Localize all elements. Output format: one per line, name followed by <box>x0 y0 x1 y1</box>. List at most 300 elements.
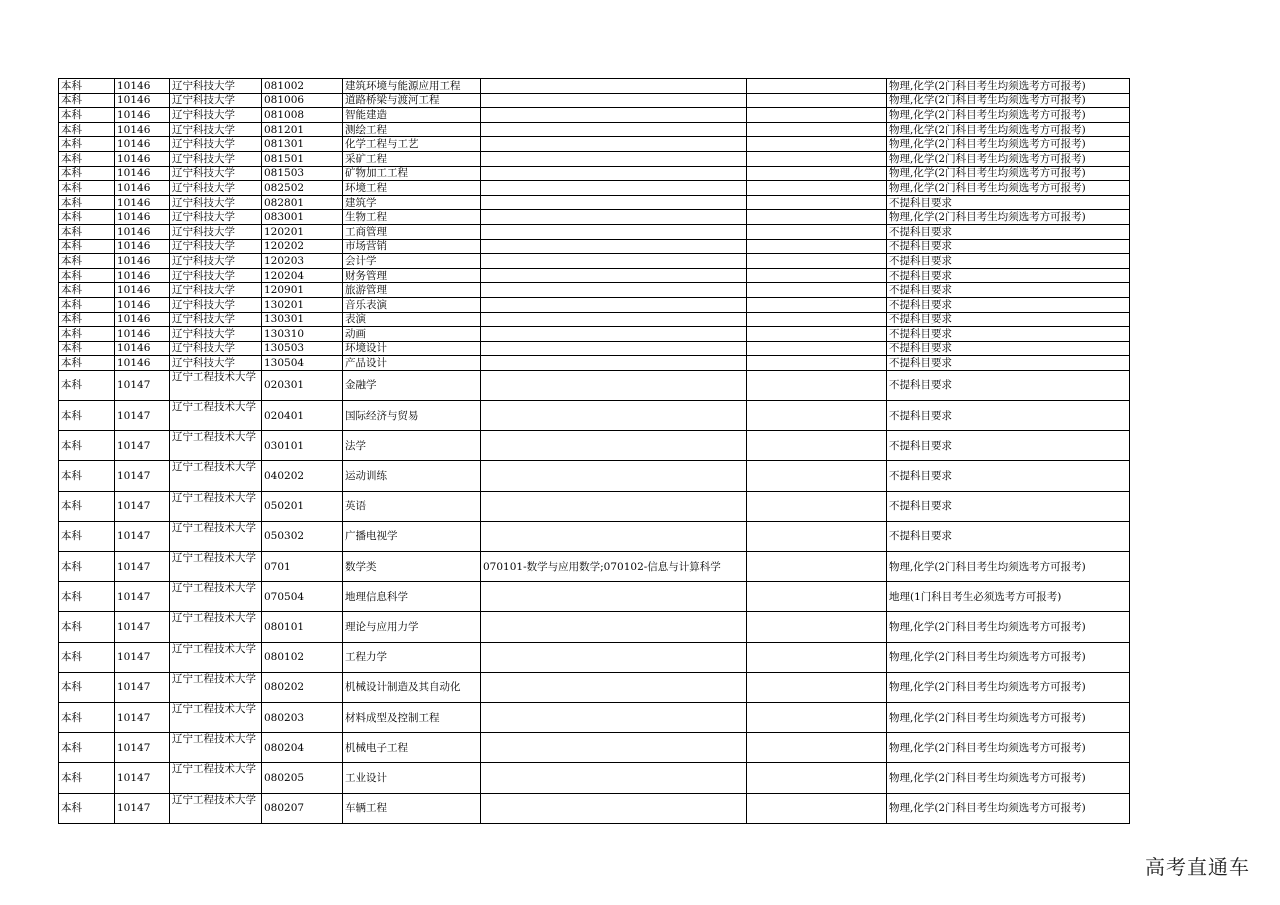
cell-school-name: 辽宁工程技术大学 <box>170 521 262 551</box>
cell-school-code: 10147 <box>115 582 170 612</box>
cell-note <box>747 702 887 732</box>
cell-school-code: 10147 <box>115 612 170 642</box>
cell-level: 本科 <box>59 210 115 225</box>
cell-school-name: 辽宁科技大学 <box>170 195 262 210</box>
cell-school-name: 辽宁科技大学 <box>170 327 262 342</box>
cell-subject-requirement: 物理,化学(2门科目考生均须选考方可报考) <box>887 108 1130 123</box>
cell-subject-requirement: 物理,化学(2门科目考生均须选考方可报考) <box>887 166 1130 181</box>
table-row <box>59 702 1130 732</box>
cell-school-code: 10147 <box>115 521 170 551</box>
cell-school-code: 10146 <box>115 341 170 356</box>
cell-level: 本科 <box>59 312 115 327</box>
cell-included-majors <box>481 79 747 94</box>
watermark-text: 高考直通车 <box>1145 855 1250 879</box>
cell-major-code: 130504 <box>262 356 343 371</box>
cell-subject-requirement: 物理,化学(2门科目考生均须选考方可报考) <box>887 122 1130 137</box>
cell-subject-requirement: 物理,化学(2门科目考生均须选考方可报考) <box>887 210 1130 225</box>
cell-subject-requirement: 不提科目要求 <box>887 254 1130 269</box>
cell-major-name: 法学 <box>343 431 481 461</box>
cell-included-majors <box>481 166 747 181</box>
cell-major-code: 130301 <box>262 312 343 327</box>
cell-major-name: 矿物加工工程 <box>343 166 481 181</box>
cell-major-name: 工业设计 <box>343 763 481 793</box>
cell-school-code: 10147 <box>115 370 170 400</box>
cell-school-code: 10146 <box>115 79 170 94</box>
cell-school-name: 辽宁科技大学 <box>170 356 262 371</box>
cell-included-majors <box>481 763 747 793</box>
cell-major-name: 财务管理 <box>343 268 481 283</box>
cell-school-code: 10147 <box>115 733 170 763</box>
cell-level: 本科 <box>59 370 115 400</box>
cell-school-code: 10147 <box>115 672 170 702</box>
cell-major-code: 081201 <box>262 122 343 137</box>
table-row <box>59 210 1130 225</box>
cell-major-name: 化学工程与工艺 <box>343 137 481 152</box>
cell-major-code: 050201 <box>262 491 343 521</box>
table-row <box>59 181 1130 196</box>
table-row <box>59 239 1130 254</box>
cell-major-name: 数学类 <box>343 552 481 582</box>
cell-major-code: 083001 <box>262 210 343 225</box>
cell-major-name: 理论与应用力学 <box>343 612 481 642</box>
cell-school-name: 辽宁工程技术大学 <box>170 733 262 763</box>
cell-included-majors <box>481 733 747 763</box>
cell-included-majors <box>481 108 747 123</box>
table-row <box>59 521 1130 551</box>
cell-major-code: 120901 <box>262 283 343 298</box>
table-row <box>59 642 1130 672</box>
cell-school-name: 辽宁工程技术大学 <box>170 763 262 793</box>
cell-level: 本科 <box>59 108 115 123</box>
table-row <box>59 461 1130 491</box>
cell-subject-requirement: 不提科目要求 <box>887 283 1130 298</box>
cell-major-name: 产品设计 <box>343 356 481 371</box>
cell-subject-requirement: 不提科目要求 <box>887 239 1130 254</box>
cell-major-code: 120202 <box>262 239 343 254</box>
cell-level: 本科 <box>59 672 115 702</box>
cell-major-name: 环境工程 <box>343 181 481 196</box>
cell-major-code: 080207 <box>262 793 343 823</box>
cell-level: 本科 <box>59 93 115 108</box>
table-row <box>59 151 1130 166</box>
cell-school-name: 辽宁科技大学 <box>170 181 262 196</box>
cell-major-name: 环境设计 <box>343 341 481 356</box>
cell-school-code: 10147 <box>115 793 170 823</box>
cell-subject-requirement: 不提科目要求 <box>887 521 1130 551</box>
cell-level: 本科 <box>59 283 115 298</box>
table-row <box>59 612 1130 642</box>
cell-subject-requirement: 不提科目要求 <box>887 224 1130 239</box>
table-row <box>59 356 1130 371</box>
cell-major-code: 070504 <box>262 582 343 612</box>
cell-school-code: 10146 <box>115 254 170 269</box>
cell-school-code: 10146 <box>115 268 170 283</box>
cell-level: 本科 <box>59 137 115 152</box>
cell-subject-requirement: 不提科目要求 <box>887 356 1130 371</box>
cell-school-name: 辽宁科技大学 <box>170 79 262 94</box>
cell-level: 本科 <box>59 702 115 732</box>
cell-note <box>747 370 887 400</box>
cell-included-majors <box>481 672 747 702</box>
cell-major-code: 080204 <box>262 733 343 763</box>
cell-major-code: 081301 <box>262 137 343 152</box>
cell-school-name: 辽宁科技大学 <box>170 312 262 327</box>
cell-school-code: 10146 <box>115 122 170 137</box>
cell-major-name: 建筑学 <box>343 195 481 210</box>
table-row <box>59 370 1130 400</box>
cell-level: 本科 <box>59 79 115 94</box>
cell-school-name: 辽宁工程技术大学 <box>170 672 262 702</box>
cell-major-name: 材料成型及控制工程 <box>343 702 481 732</box>
cell-school-code: 10146 <box>115 137 170 152</box>
cell-included-majors <box>481 224 747 239</box>
cell-level: 本科 <box>59 341 115 356</box>
cell-school-name: 辽宁科技大学 <box>170 93 262 108</box>
cell-level: 本科 <box>59 642 115 672</box>
cell-included-majors <box>481 137 747 152</box>
cell-level: 本科 <box>59 297 115 312</box>
cell-included-majors <box>481 341 747 356</box>
cell-note <box>747 108 887 123</box>
table-row <box>59 137 1130 152</box>
table-row <box>59 166 1130 181</box>
cell-note <box>747 254 887 269</box>
cell-included-majors <box>481 461 747 491</box>
cell-included-majors <box>481 151 747 166</box>
cell-major-name: 英语 <box>343 491 481 521</box>
cell-subject-requirement: 物理,化学(2门科目考生均须选考方可报考) <box>887 93 1130 108</box>
cell-school-name: 辽宁科技大学 <box>170 122 262 137</box>
cell-school-name: 辽宁科技大学 <box>170 137 262 152</box>
cell-major-name: 会计学 <box>343 254 481 269</box>
cell-included-majors <box>481 210 747 225</box>
cell-subject-requirement: 物理,化学(2门科目考生均须选考方可报考) <box>887 702 1130 732</box>
cell-level: 本科 <box>59 552 115 582</box>
cell-note <box>747 312 887 327</box>
cell-school-name: 辽宁工程技术大学 <box>170 702 262 732</box>
table-row <box>59 268 1130 283</box>
cell-level: 本科 <box>59 401 115 431</box>
cell-major-code: 081501 <box>262 151 343 166</box>
cell-level: 本科 <box>59 491 115 521</box>
cell-school-code: 10147 <box>115 431 170 461</box>
cell-major-code: 020401 <box>262 401 343 431</box>
cell-note <box>747 341 887 356</box>
cell-school-name: 辽宁工程技术大学 <box>170 612 262 642</box>
cell-major-name: 工程力学 <box>343 642 481 672</box>
cell-included-majors <box>481 195 747 210</box>
cell-school-code: 10146 <box>115 93 170 108</box>
cell-note <box>747 401 887 431</box>
cell-major-name: 建筑环境与能源应用工程 <box>343 79 481 94</box>
cell-included-majors <box>481 122 747 137</box>
cell-major-code: 030101 <box>262 431 343 461</box>
cell-major-name: 运动训练 <box>343 461 481 491</box>
table-row <box>59 401 1130 431</box>
cell-major-code: 120201 <box>262 224 343 239</box>
cell-level: 本科 <box>59 181 115 196</box>
cell-school-code: 10146 <box>115 195 170 210</box>
cell-note <box>747 356 887 371</box>
cell-included-majors <box>481 431 747 461</box>
admission-table <box>58 78 1130 824</box>
cell-level: 本科 <box>59 166 115 181</box>
cell-school-code: 10146 <box>115 297 170 312</box>
cell-note <box>747 79 887 94</box>
cell-subject-requirement: 物理,化学(2门科目考生均须选考方可报考) <box>887 181 1130 196</box>
cell-note <box>747 672 887 702</box>
cell-subject-requirement: 物理,化学(2门科目考生均须选考方可报考) <box>887 793 1130 823</box>
cell-major-code: 050302 <box>262 521 343 551</box>
cell-major-code: 0701 <box>262 552 343 582</box>
cell-school-name: 辽宁科技大学 <box>170 239 262 254</box>
cell-subject-requirement: 物理,化学(2门科目考生均须选考方可报考) <box>887 763 1130 793</box>
cell-included-majors <box>481 642 747 672</box>
cell-included-majors <box>481 521 747 551</box>
cell-school-code: 10147 <box>115 461 170 491</box>
cell-included-majors <box>481 268 747 283</box>
table-row <box>59 93 1130 108</box>
cell-subject-requirement: 不提科目要求 <box>887 268 1130 283</box>
cell-school-name: 辽宁工程技术大学 <box>170 582 262 612</box>
table-row <box>59 733 1130 763</box>
cell-school-code: 10146 <box>115 181 170 196</box>
cell-level: 本科 <box>59 239 115 254</box>
cell-major-name: 机械电子工程 <box>343 733 481 763</box>
cell-note <box>747 552 887 582</box>
cell-subject-requirement: 物理,化学(2门科目考生均须选考方可报考) <box>887 137 1130 152</box>
table-row <box>59 491 1130 521</box>
cell-level: 本科 <box>59 356 115 371</box>
cell-major-code: 081006 <box>262 93 343 108</box>
cell-subject-requirement: 不提科目要求 <box>887 297 1130 312</box>
cell-included-majors <box>481 327 747 342</box>
cell-major-name: 机械设计制造及其自动化 <box>343 672 481 702</box>
cell-major-code: 120204 <box>262 268 343 283</box>
cell-subject-requirement: 不提科目要求 <box>887 461 1130 491</box>
cell-major-name: 动画 <box>343 327 481 342</box>
cell-major-code: 130310 <box>262 327 343 342</box>
cell-level: 本科 <box>59 733 115 763</box>
cell-school-name: 辽宁工程技术大学 <box>170 431 262 461</box>
cell-note <box>747 195 887 210</box>
cell-level: 本科 <box>59 224 115 239</box>
table-body <box>59 79 1130 824</box>
cell-major-code: 130503 <box>262 341 343 356</box>
table-row <box>59 763 1130 793</box>
cell-school-code: 10146 <box>115 283 170 298</box>
cell-subject-requirement: 物理,化学(2门科目考生均须选考方可报考) <box>887 79 1130 94</box>
cell-note <box>747 793 887 823</box>
cell-note <box>747 210 887 225</box>
cell-level: 本科 <box>59 521 115 551</box>
cell-major-code: 081503 <box>262 166 343 181</box>
cell-school-name: 辽宁科技大学 <box>170 210 262 225</box>
cell-major-name: 金融学 <box>343 370 481 400</box>
table-row <box>59 224 1130 239</box>
cell-major-name: 测绘工程 <box>343 122 481 137</box>
cell-school-name: 辽宁工程技术大学 <box>170 491 262 521</box>
cell-included-majors <box>481 239 747 254</box>
cell-school-code: 10146 <box>115 356 170 371</box>
cell-note <box>747 733 887 763</box>
cell-included-majors <box>481 93 747 108</box>
cell-subject-requirement: 不提科目要求 <box>887 341 1130 356</box>
cell-note <box>747 327 887 342</box>
cell-major-code: 081002 <box>262 79 343 94</box>
cell-major-name: 工商管理 <box>343 224 481 239</box>
cell-major-name: 旅游管理 <box>343 283 481 298</box>
cell-major-name: 市场营销 <box>343 239 481 254</box>
table-row <box>59 108 1130 123</box>
cell-note <box>747 582 887 612</box>
table-row <box>59 283 1130 298</box>
cell-level: 本科 <box>59 268 115 283</box>
table-row <box>59 79 1130 94</box>
cell-school-code: 10147 <box>115 642 170 672</box>
cell-school-name: 辽宁科技大学 <box>170 341 262 356</box>
cell-included-majors <box>481 254 747 269</box>
cell-school-name: 辽宁科技大学 <box>170 151 262 166</box>
cell-note <box>747 612 887 642</box>
cell-school-name: 辽宁科技大学 <box>170 254 262 269</box>
cell-included-majors <box>481 793 747 823</box>
cell-note <box>747 122 887 137</box>
cell-note <box>747 763 887 793</box>
cell-level: 本科 <box>59 254 115 269</box>
cell-subject-requirement: 不提科目要求 <box>887 370 1130 400</box>
cell-school-code: 10146 <box>115 224 170 239</box>
cell-school-name: 辽宁科技大学 <box>170 224 262 239</box>
cell-note <box>747 521 887 551</box>
cell-included-majors <box>481 401 747 431</box>
table-row <box>59 552 1130 582</box>
cell-school-name: 辽宁工程技术大学 <box>170 401 262 431</box>
table-row <box>59 341 1130 356</box>
cell-school-name: 辽宁工程技术大学 <box>170 552 262 582</box>
table-row <box>59 122 1130 137</box>
cell-school-code: 10147 <box>115 491 170 521</box>
cell-major-name: 智能建造 <box>343 108 481 123</box>
cell-subject-requirement: 不提科目要求 <box>887 195 1130 210</box>
cell-major-name: 地理信息科学 <box>343 582 481 612</box>
cell-major-code: 080202 <box>262 672 343 702</box>
cell-note <box>747 431 887 461</box>
cell-note <box>747 239 887 254</box>
cell-note <box>747 137 887 152</box>
cell-school-name: 辽宁科技大学 <box>170 108 262 123</box>
cell-subject-requirement: 不提科目要求 <box>887 401 1130 431</box>
cell-school-code: 10146 <box>115 239 170 254</box>
cell-school-name: 辽宁科技大学 <box>170 297 262 312</box>
cell-subject-requirement: 不提科目要求 <box>887 431 1130 461</box>
cell-major-name: 车辆工程 <box>343 793 481 823</box>
cell-major-name: 广播电视学 <box>343 521 481 551</box>
cell-note <box>747 642 887 672</box>
cell-major-code: 080102 <box>262 642 343 672</box>
table-row <box>59 254 1130 269</box>
cell-school-name: 辽宁工程技术大学 <box>170 370 262 400</box>
cell-major-name: 采矿工程 <box>343 151 481 166</box>
cell-level: 本科 <box>59 431 115 461</box>
cell-note <box>747 93 887 108</box>
cell-major-name: 生物工程 <box>343 210 481 225</box>
cell-note <box>747 224 887 239</box>
cell-level: 本科 <box>59 122 115 137</box>
cell-subject-requirement: 物理,化学(2门科目考生均须选考方可报考) <box>887 672 1130 702</box>
cell-school-code: 10147 <box>115 763 170 793</box>
cell-included-majors <box>481 612 747 642</box>
cell-subject-requirement: 物理,化学(2门科目考生均须选考方可报考) <box>887 733 1130 763</box>
cell-school-name: 辽宁工程技术大学 <box>170 642 262 672</box>
cell-school-code: 10147 <box>115 401 170 431</box>
cell-major-name: 表演 <box>343 312 481 327</box>
cell-major-code: 020301 <box>262 370 343 400</box>
cell-school-code: 10146 <box>115 312 170 327</box>
cell-major-code: 080101 <box>262 612 343 642</box>
cell-subject-requirement: 不提科目要求 <box>887 491 1130 521</box>
cell-subject-requirement: 物理,化学(2门科目考生均须选考方可报考) <box>887 642 1130 672</box>
cell-subject-requirement: 物理,化学(2门科目考生均须选考方可报考) <box>887 612 1130 642</box>
cell-school-code: 10147 <box>115 702 170 732</box>
cell-subject-requirement: 不提科目要求 <box>887 327 1130 342</box>
cell-subject-requirement: 地理(1门科目考生必须选考方可报考) <box>887 582 1130 612</box>
cell-included-majors <box>481 582 747 612</box>
cell-level: 本科 <box>59 461 115 491</box>
cell-level: 本科 <box>59 793 115 823</box>
cell-included-majors <box>481 297 747 312</box>
table-row <box>59 312 1130 327</box>
cell-included-majors <box>481 181 747 196</box>
cell-school-code: 10146 <box>115 151 170 166</box>
cell-included-majors <box>481 312 747 327</box>
table-row <box>59 297 1130 312</box>
table-row <box>59 793 1130 823</box>
cell-level: 本科 <box>59 763 115 793</box>
cell-major-code: 040202 <box>262 461 343 491</box>
cell-school-code: 10147 <box>115 552 170 582</box>
cell-major-code: 082502 <box>262 181 343 196</box>
cell-major-code: 081008 <box>262 108 343 123</box>
cell-note <box>747 491 887 521</box>
cell-included-majors <box>481 356 747 371</box>
cell-included-majors <box>481 370 747 400</box>
cell-major-code: 130201 <box>262 297 343 312</box>
cell-level: 本科 <box>59 195 115 210</box>
cell-major-name: 国际经济与贸易 <box>343 401 481 431</box>
cell-major-name: 道路桥梁与渡河工程 <box>343 93 481 108</box>
cell-school-code: 10146 <box>115 210 170 225</box>
cell-note <box>747 151 887 166</box>
cell-school-name: 辽宁科技大学 <box>170 283 262 298</box>
cell-included-majors <box>481 702 747 732</box>
cell-major-code: 120203 <box>262 254 343 269</box>
cell-major-code: 080205 <box>262 763 343 793</box>
cell-note <box>747 283 887 298</box>
cell-school-name: 辽宁工程技术大学 <box>170 461 262 491</box>
cell-included-majors <box>481 283 747 298</box>
cell-note <box>747 268 887 283</box>
cell-school-code: 10146 <box>115 327 170 342</box>
cell-note <box>747 166 887 181</box>
cell-subject-requirement: 物理,化学(2门科目考生均须选考方可报考) <box>887 151 1130 166</box>
table-row <box>59 195 1130 210</box>
cell-note <box>747 461 887 491</box>
table-row <box>59 431 1130 461</box>
cell-note <box>747 297 887 312</box>
cell-level: 本科 <box>59 327 115 342</box>
cell-major-code: 082801 <box>262 195 343 210</box>
